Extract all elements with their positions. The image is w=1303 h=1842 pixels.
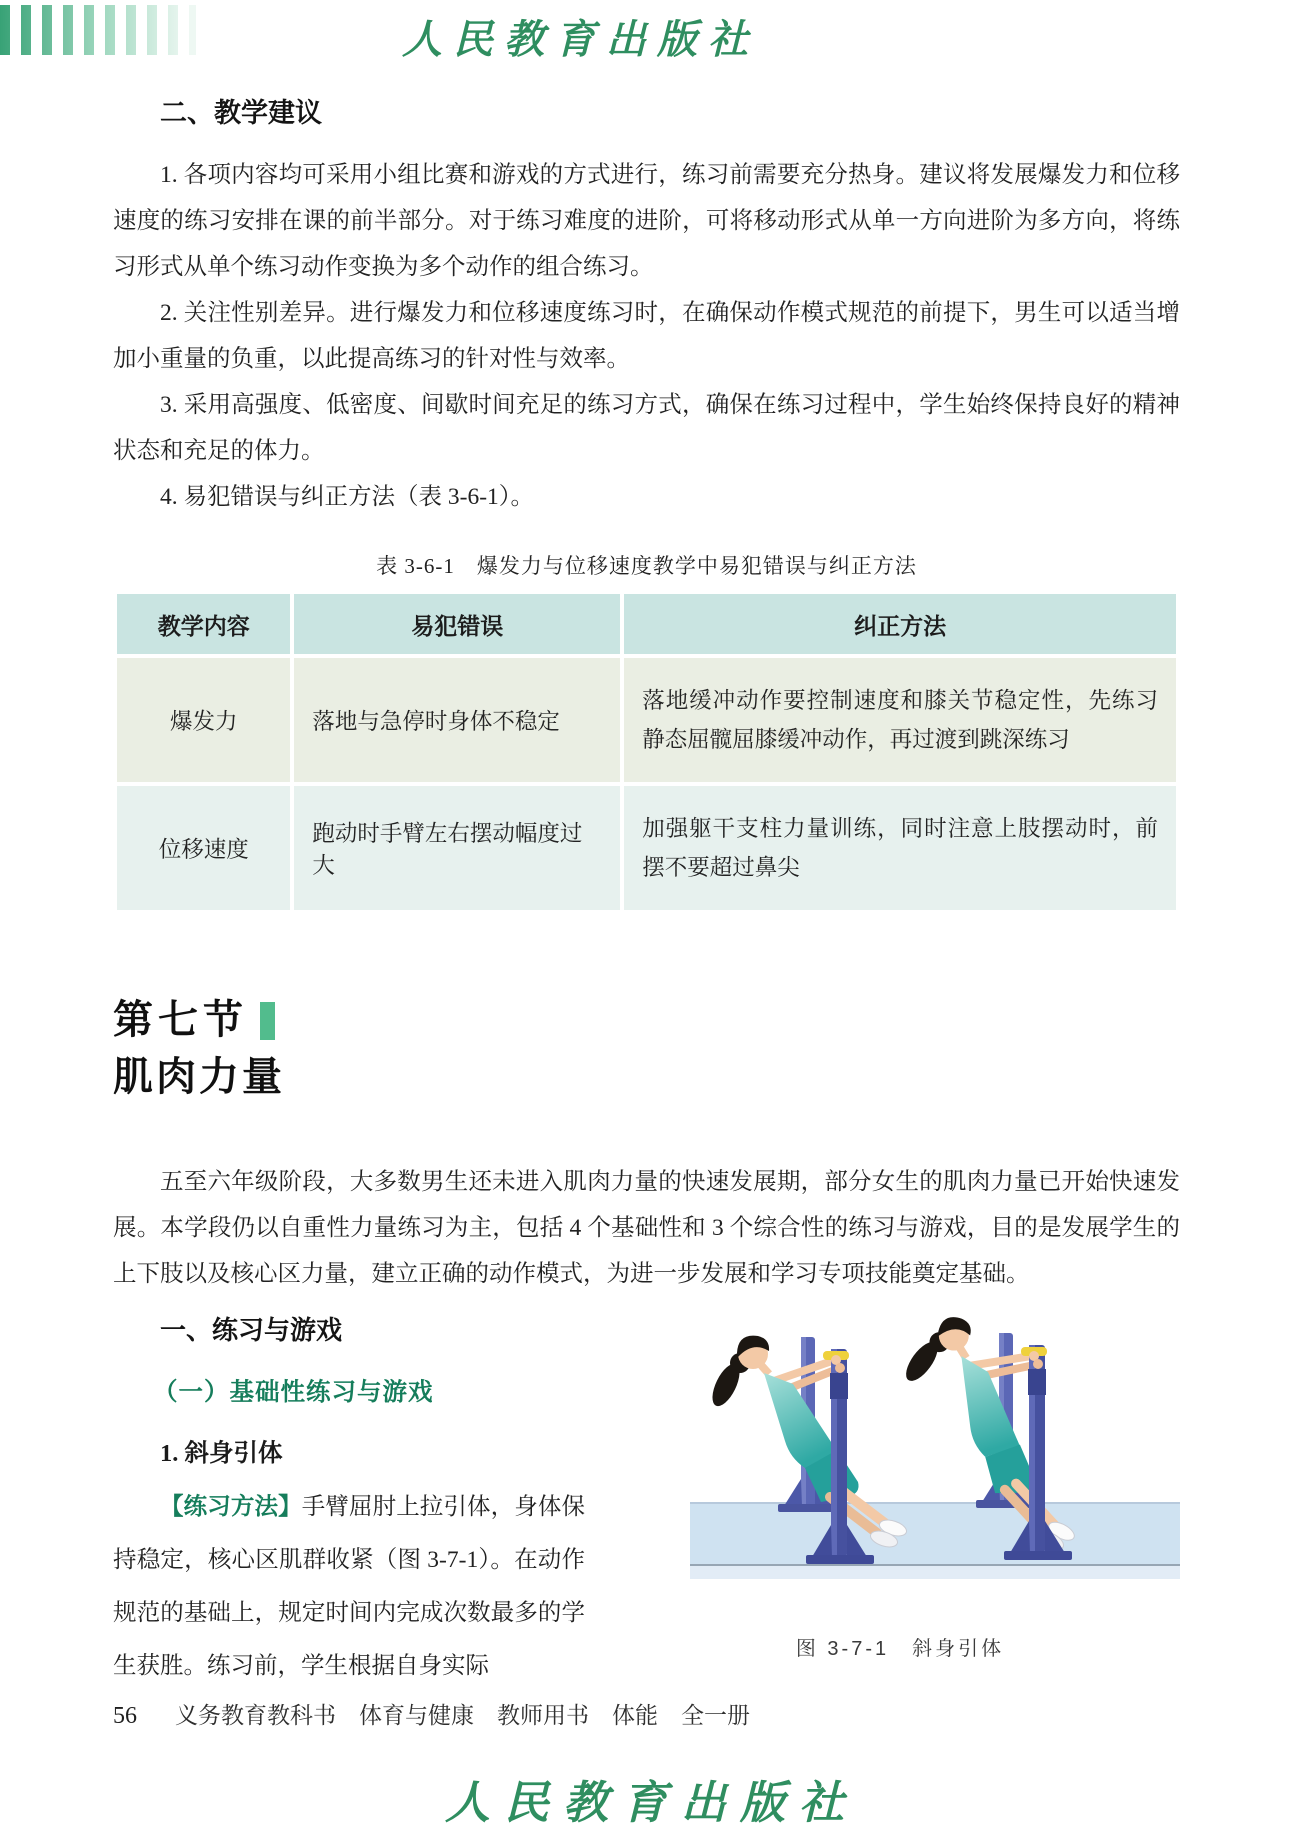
publisher-logo-top: 人民教育出版社 xyxy=(402,16,759,63)
exercise-1-heading: 1. 斜身引体 xyxy=(160,1440,283,1467)
basic-practice-heading: （一）基础性练习与游戏 xyxy=(153,1379,434,1406)
section-7-title: 肌肉力量 xyxy=(113,1054,285,1099)
inclined-pullup-illustration xyxy=(590,1311,1180,1621)
table-header-row xyxy=(117,594,1176,654)
figure-floor xyxy=(690,1503,1180,1565)
section-7-kicker-text: 第七节 xyxy=(113,997,248,1042)
footer-book-title: 义务教育教科书 体育与健康 教师用书 体能 全一册 xyxy=(175,1703,750,1728)
section-7-intro: 五至六年级阶段，大多数男生还未进入肌肉力量的快速发展期，部分女生的肌肉力量已开始快速发展。本学段仍以自重性力量练习为主，包括 4 个基础性和 3 个综合性的练习与游戏，目的是发展学生的上下肢以及核心区力量，建立正确的动作模式，为进一步发展和学习专项技能奠定基础。 xyxy=(113,1169,1180,1287)
teaching-paragraph-4: 4. 易犯错误与纠正方法（表 3-6-1）。 xyxy=(160,484,535,510)
table-row xyxy=(117,786,1176,910)
decorative-fading-bars xyxy=(0,5,196,55)
table-cell-topic: 爆发力 xyxy=(117,658,290,782)
page-content xyxy=(113,100,1180,1717)
figure-caption: 图 3-7-1 斜身引体 xyxy=(795,1638,1005,1660)
error-correction-table xyxy=(113,590,1180,914)
teaching-paragraph-2: 2. 关注性别差异。进行爆发力和位移速度练习时，在确保动作模式规范的前提下，男生可以适当增加小重量的负重，以此提高练习的针对性与效率。 xyxy=(113,300,1180,372)
table-caption: 表 3-6-1 爆发力与位移速度教学中易犯错误与纠正方法 xyxy=(376,554,917,578)
section-7-header xyxy=(113,997,1180,1099)
section-7-kicker xyxy=(113,997,1180,1042)
section-divider-bar xyxy=(260,1002,275,1040)
table-cell-error: 落地与急停时身体不稳定 xyxy=(294,658,620,782)
table-header-corrections: 纠正方法 xyxy=(624,594,1176,654)
page-footer xyxy=(113,1697,750,1730)
table-header-errors: 易犯错误 xyxy=(294,594,620,654)
publisher-logo-bottom: 人民教育出版社 xyxy=(444,1776,858,1829)
teaching-paragraph-1: 1. 各项内容均可采用小组比赛和游戏的方式进行，练习前需要充分热身。建议将发展爆发力和位移速度的练习安排在课的前半部分。对于练习难度的进阶，可将移动形式从单一方向进阶为多方向，将练习形式从单个练习动作变换为多个动作的组合练习。 xyxy=(113,162,1180,280)
table-cell-error: 跑动时手臂左右摆动幅度过大 xyxy=(294,786,620,910)
two-column-region xyxy=(113,1311,1180,1717)
teaching-paragraph-3: 3. 采用高强度、低密度、间歇时间充足的练习方式，确保在练习过程中，学生始终保持良好的精神状态和充足的体力。 xyxy=(113,392,1180,464)
table-cell-correction: 加强躯干支柱力量训练，同时注意上肢摆动时，前摆不要超过鼻尖 xyxy=(624,786,1176,910)
table-row xyxy=(117,658,1176,782)
table-header-content: 教学内容 xyxy=(117,594,290,654)
method-text: 手臂屈肘上拉引体，身体保持稳定，核心区肌群收紧（图 3-7-1）。在动作规范的基础上，规定时间内完成次数最多的学生获胜。练习前，学生根据自身实际 xyxy=(113,1494,586,1679)
method-paragraph xyxy=(113,1481,585,1693)
practice-games-heading: 一、练习与游戏 xyxy=(160,1315,343,1345)
method-label: 【练习方法】 xyxy=(160,1494,302,1520)
left-text-column xyxy=(113,1311,585,1717)
table-cell-topic: 位移速度 xyxy=(117,786,290,910)
figure-3-7-1 xyxy=(590,1311,1180,1717)
page-number: 56 xyxy=(113,1703,137,1729)
table-cell-correction: 落地缓冲动作要控制速度和膝关节稳定性，先练习静态屈髋屈膝缓冲动作，再过渡到跳深练习 xyxy=(624,658,1176,782)
teaching-suggestions-heading: 二、教学建议 xyxy=(160,98,322,128)
